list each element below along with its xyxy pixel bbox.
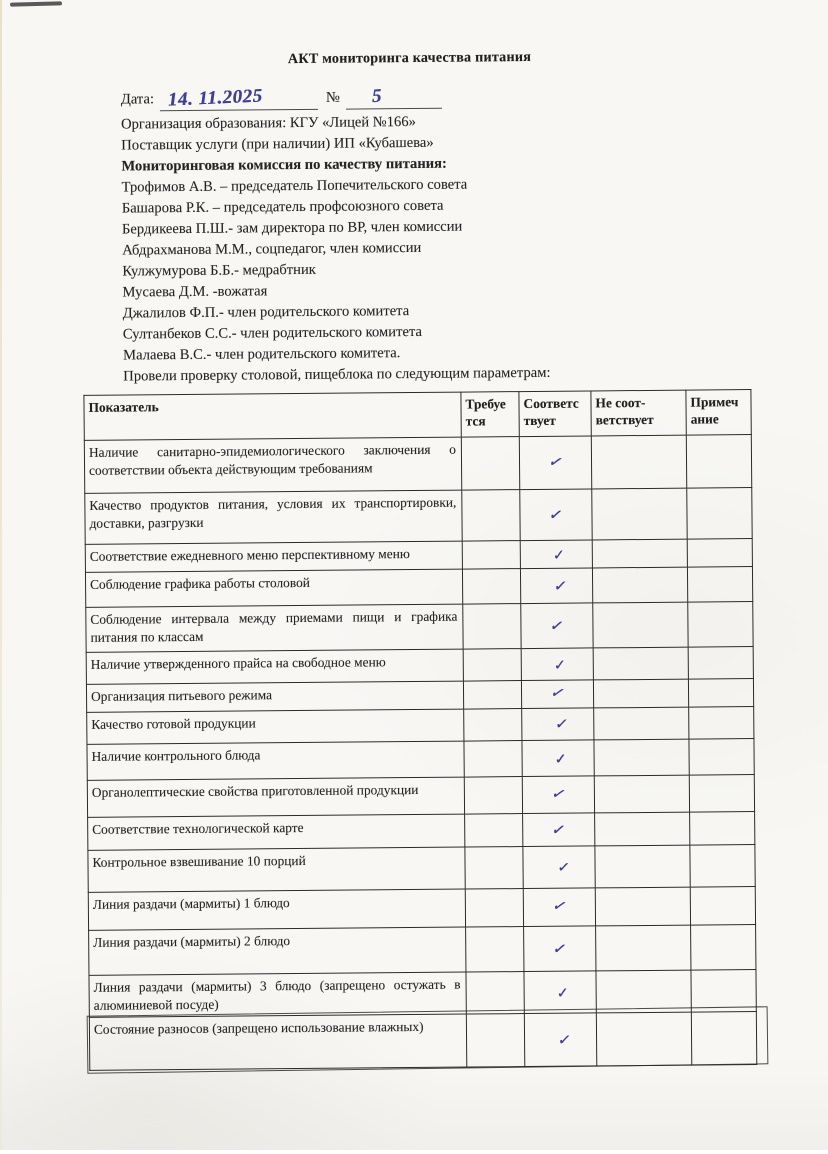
row-label: Соответствие ежедневного меню перспективному меню <box>85 541 462 572</box>
date-underline <box>160 86 318 111</box>
checkmark: ✓ <box>548 683 568 703</box>
cell-requires <box>465 889 523 928</box>
cell-corresponds <box>521 648 593 681</box>
cell-not-corresponds <box>595 845 690 888</box>
checkmark: ✓ <box>548 615 566 635</box>
cell-not-corresponds <box>596 1012 691 1066</box>
checkmark: ✓ <box>547 504 565 524</box>
checkmark: ✓ <box>554 714 570 733</box>
commission-member-line: Башарова Р.К. – председатель профсоюзного совета <box>121 197 444 217</box>
number-label: № <box>325 89 340 106</box>
row-label: Органолептические свойства приготовленной продукции <box>87 777 464 817</box>
cell-not-corresponds <box>595 812 690 846</box>
organization-line: Организация образования: КГУ «Лицей №166» <box>120 113 416 133</box>
row-label: Соблюдение интервала между приемами пищи и графика питания по классам <box>86 604 463 652</box>
cell-note <box>691 970 756 1013</box>
cell-note <box>687 539 752 568</box>
column-header: Требуе тся <box>461 392 519 438</box>
table-row <box>88 887 755 931</box>
row-label: Наличие утвержденного прайса на свободное меню <box>86 649 463 684</box>
cell-not-corresponds <box>596 970 691 1013</box>
cell-requires <box>464 741 522 778</box>
cell-requires <box>466 972 524 1015</box>
supplier-line: Поставщик услуги (при наличии) ИП «Кубашева» <box>121 134 434 154</box>
commission-member-line: Султанбеков С.С.- член родительского комитета <box>122 323 423 343</box>
cell-not-corresponds <box>592 567 687 603</box>
row-label: Наличие контрольного блюда <box>87 741 464 780</box>
row-label: Линия раздачи (мармиты) 2 блюдо <box>89 927 466 975</box>
commission-members-list <box>122 173 694 388</box>
commission-member-line: Абдрахманова М.М., соцпедагог, член комиссии <box>122 239 422 259</box>
row-label: Качество готовой продукции <box>87 709 464 744</box>
checkmark: ✓ <box>552 546 565 564</box>
table-row <box>88 845 755 893</box>
cell-not-corresponds <box>594 775 689 813</box>
commission-member-line: Трофимов А.В. – председатель Попечительского совета <box>121 176 468 196</box>
cell-not-corresponds <box>593 679 688 708</box>
cell-corresponds <box>520 540 592 569</box>
table-row <box>86 602 753 653</box>
row-label: Линия раздачи (мармиты) 1 блюдо <box>88 889 465 930</box>
cell-requires <box>466 1014 524 1068</box>
cell-corresponds <box>521 680 593 709</box>
table-row <box>85 567 752 608</box>
cell-requires <box>463 681 521 710</box>
checkmark: ✓ <box>554 750 567 768</box>
commission-member-line: Мусаева Д.М. -вожатая <box>122 283 268 301</box>
cell-not-corresponds <box>593 647 688 680</box>
number-underline <box>346 85 442 110</box>
commission-member-line: Малаева В.С.- член родительского комитета. <box>123 345 401 364</box>
table-row <box>89 925 756 976</box>
cell-corresponds <box>521 603 593 649</box>
cell-note <box>686 435 751 489</box>
cell-not-corresponds <box>591 435 686 489</box>
column-header: Соответс твует <box>519 391 591 437</box>
document-header-block <box>121 83 694 388</box>
commission-heading: Мониторинговая комиссия по качеству питания: <box>121 155 447 175</box>
table-header-row <box>84 390 751 441</box>
checkmark: ✓ <box>553 656 566 674</box>
cell-requires <box>463 604 521 650</box>
cell-corresponds <box>523 846 595 889</box>
cell-requires <box>461 437 519 491</box>
cell-not-corresponds <box>596 925 691 971</box>
cell-not-corresponds <box>594 739 689 776</box>
cell-note <box>690 812 755 846</box>
table-row <box>89 1012 756 1071</box>
checkmark: ✓ <box>549 896 570 916</box>
cell-corresponds <box>524 1013 596 1067</box>
table-row <box>87 739 754 781</box>
cell-not-corresponds <box>592 539 687 568</box>
checkmark: ✓ <box>548 783 569 803</box>
column-header: Показатель <box>84 392 461 440</box>
page-title: АКТ мониторинга качества питания <box>287 48 532 68</box>
cell-corresponds <box>520 568 592 604</box>
commission-member-line: Джалилов Ф.П.- член родительского комитета <box>122 303 410 322</box>
cell-not-corresponds <box>595 887 690 926</box>
cell-requires <box>462 541 520 570</box>
cell-note <box>687 488 752 540</box>
row-label: Контрольное взвешивание 10 порций <box>88 847 465 892</box>
cell-corresponds <box>523 813 595 847</box>
checkmark: ✓ <box>556 1030 573 1049</box>
cell-requires <box>465 847 523 890</box>
date-value-handwritten: 14. 11.2025 <box>167 85 264 111</box>
commission-member-line: Провели проверку столовой, пищеблока по следующим параметрам: <box>123 364 551 385</box>
cell-note <box>688 679 753 708</box>
checkmark: ✓ <box>550 819 568 839</box>
monitoring-table <box>83 389 757 1071</box>
cell-note <box>688 602 753 648</box>
cell-note <box>690 887 755 926</box>
row-label: Организация питьевого режима <box>86 681 463 712</box>
table-row <box>84 435 751 494</box>
date-label: Дата: <box>120 91 155 108</box>
cell-note <box>689 739 754 776</box>
cell-requires <box>464 709 522 742</box>
row-label: Соблюдение графика работы столовой <box>85 569 462 607</box>
cell-requires <box>466 927 524 973</box>
cell-corresponds <box>524 971 596 1014</box>
cell-note <box>691 925 756 971</box>
row-label: Качество продуктов питания, условия их транспортировки, доставки, разгрузки <box>85 490 462 544</box>
cell-requires <box>464 777 522 815</box>
cell-requires <box>463 649 521 682</box>
number-value-handwritten: 5 <box>371 85 383 108</box>
cell-requires <box>462 569 520 605</box>
checkmark: ✓ <box>552 576 569 595</box>
table-row <box>85 488 752 545</box>
cell-not-corresponds <box>592 488 687 540</box>
cell-note <box>690 845 755 888</box>
row-label: Линия раздачи (мармиты) 3 блюдо (запрещено остужать в алюминиевой посуде) <box>89 972 466 1017</box>
checkmark: ✓ <box>551 938 569 958</box>
row-label: Соответствие технологической карте <box>88 814 465 850</box>
row-label: Состояние разносов (запрещено использование влажных) <box>89 1014 466 1070</box>
cell-note <box>687 567 752 603</box>
cell-note <box>689 707 754 740</box>
checkmark: ✓ <box>555 859 571 876</box>
cell-requires <box>465 814 523 848</box>
cell-corresponds <box>520 489 592 541</box>
checkmark: ✓ <box>556 984 569 1002</box>
table-row <box>87 775 754 818</box>
cell-corresponds <box>519 436 591 490</box>
column-header: Примеч ание <box>686 390 751 436</box>
cell-note <box>688 647 753 680</box>
cell-not-corresponds <box>593 602 688 648</box>
cell-corresponds <box>523 888 595 927</box>
commission-member-line: Бердикеева П.Ш.- зам директора по ВР, член комиссии <box>121 218 463 238</box>
checkmark: ✓ <box>546 451 566 471</box>
cell-not-corresponds <box>594 707 689 740</box>
cell-requires <box>462 490 520 542</box>
cell-corresponds <box>524 926 596 972</box>
cell-corresponds <box>522 740 594 777</box>
row-label: Наличие санитарно-эпидемиологического заключения о соответствии объекта действующим требованиям <box>84 437 461 493</box>
cell-note <box>691 1012 756 1066</box>
cell-note <box>689 775 754 813</box>
commission-member-line: Кулжумурова Б.Б.- медрабтник <box>122 261 316 280</box>
table-row <box>89 970 756 1018</box>
cell-corresponds <box>522 708 594 741</box>
column-header: Не соот- ветствует <box>591 390 686 436</box>
cell-corresponds <box>522 776 594 814</box>
